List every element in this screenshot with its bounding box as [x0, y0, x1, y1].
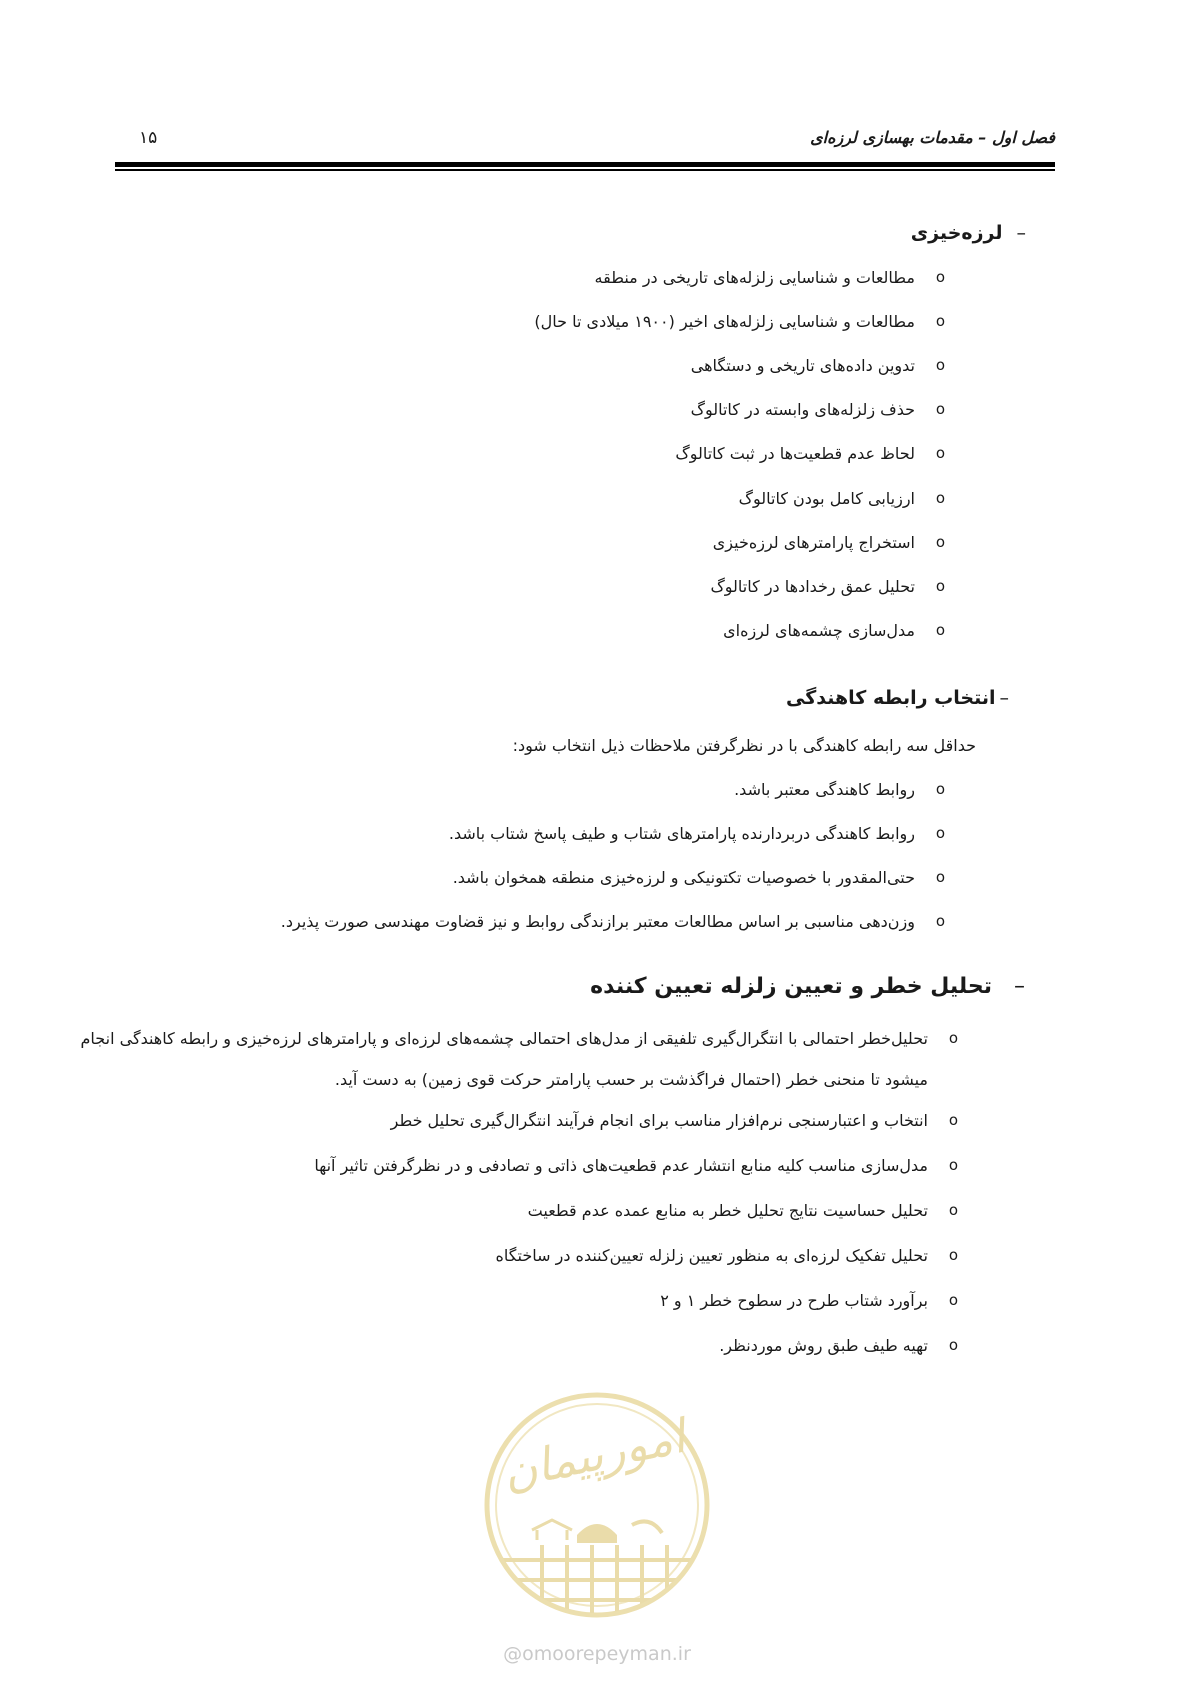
- bullet-icon: o: [935, 400, 945, 418]
- list-item-text: ارزیابی کامل بودن کاتالوگ: [738, 489, 915, 508]
- watermark: [482, 1385, 712, 1675]
- list-item-text: تحلیل‌خطر احتمالی با انتگرال‌گیری تلفیقی از مدل‌های احتمالی چشمه‌های لرزه‌ای و پارامترهای لرزه‌خیزی و رابطه کاهندگی انجام میشود تا منحنی خطر (احتمال فراگذشت بر حسب پارامتر حرکت قوی زمین) به دست آید.: [80, 1029, 928, 1089]
- list-item-text: استخراج پارامترهای لرزه‌خیزی: [712, 533, 915, 552]
- bullet-icon: o: [948, 1246, 958, 1264]
- running-header: [115, 128, 1055, 158]
- list-item-text: وزن‌دهی مناسبی بر اساس مطالعات معتبر برازندگی روابط و نیز قضاوت مهندسی صورت پذیرد.: [280, 912, 915, 931]
- bullet-icon: o: [948, 1156, 958, 1174]
- bullet-icon: o: [948, 1291, 958, 1309]
- bullet-icon: o: [948, 1336, 958, 1354]
- list-item: [738, 489, 945, 508]
- bullet-icon: o: [935, 268, 945, 286]
- heading-text: انتخاب رابطه کاهندگی: [785, 687, 996, 709]
- list-item-text: تحلیل حساسیت نتایج تحلیل خطر به منابع عمده عدم قطعیت: [527, 1201, 928, 1220]
- watermark-logo-lettering: امورپیمان: [497, 1408, 690, 1500]
- bullet-icon: o: [935, 577, 945, 595]
- list-item: [690, 400, 945, 419]
- bullet-icon: o: [935, 780, 945, 798]
- list-item: [594, 268, 945, 287]
- list-item-text: مدل‌سازی مناسب کلیه منابع انتشار عدم قطعیت‌های ذاتی و تصادفی و در نظرگرفتن تاثیر آنها: [314, 1156, 928, 1175]
- list-item: [675, 444, 945, 463]
- bullet-icon: o: [935, 868, 945, 886]
- heading-dash: –: [1014, 974, 1025, 999]
- list-item: [690, 356, 945, 375]
- bullet-icon: o: [935, 312, 945, 330]
- section-heading-attenuation: [786, 687, 1009, 709]
- header-rule-thick: [115, 162, 1055, 167]
- watermark-url: @omoorepeyman.ir: [503, 1643, 691, 1665]
- list-item-text: حتی‌المقدور با خصوصیات تکتونیکی و لرزه‌خیزی منطقه همخوان باشد.: [452, 868, 915, 887]
- list-item: [534, 312, 945, 331]
- list-item: [452, 868, 945, 887]
- list-item-text: انتخاب و اعتبارسنجی نرم‌افزار مناسب برای انجام فرآیند انتگرال‌گیری تحلیل خطر: [390, 1111, 928, 1130]
- list-item-text: حذف زلزله‌های وابسته در کاتالوگ: [690, 400, 915, 419]
- bullet-icon: o: [948, 1201, 958, 1219]
- bullet-icon: o: [935, 489, 945, 507]
- list-item: [719, 1336, 958, 1355]
- list-item-text: روابط کاهندگی دربردارنده پارامترهای شتاب و طیف پاسخ شتاب باشد.: [448, 824, 915, 843]
- list-item-text: تحلیل تفکیک لرزه‌ای به منظور تعیین زلزله تعیین‌کننده در ساختگاه: [495, 1246, 928, 1265]
- list-item-text: مطالعات و شناسایی زلزله‌های تاریخی در منطقه: [594, 268, 915, 287]
- list-item: [448, 824, 945, 843]
- heading-dash: –: [1016, 222, 1026, 244]
- list-item: [660, 1291, 958, 1310]
- list-item: [527, 1201, 958, 1220]
- header-rule-thin: [115, 169, 1055, 171]
- page-number: ۱۵: [139, 128, 158, 148]
- list-item-text: تحلیل عمق رخدادها در کاتالوگ: [710, 577, 915, 596]
- list-item: [280, 912, 945, 931]
- list-item-text: تهیه طیف طبق روش موردنظر.: [719, 1336, 928, 1355]
- bullet-icon: o: [948, 1029, 958, 1047]
- heading-text: تحلیل خطر و تعیین زلزله تعیین کننده: [590, 974, 992, 999]
- bullet-icon: o: [935, 444, 945, 462]
- bullet-icon: o: [935, 824, 945, 842]
- heading-dash: –: [999, 687, 1009, 709]
- list-item: [710, 577, 945, 596]
- heading-text: لرزه‌خیزی: [910, 222, 1003, 244]
- bullet-icon: o: [935, 912, 945, 930]
- bullet-icon: o: [935, 533, 945, 551]
- section-heading-seismicity: [911, 222, 1026, 244]
- list-item-text: برآورد شتاب طرح در سطوح خطر ۱ و ۲: [660, 1291, 928, 1310]
- bullet-icon: o: [935, 356, 945, 374]
- list-item: [495, 1246, 958, 1265]
- attenuation-intro: حداقل سه رابطه کاهندگی با در نظرگرفتن ملاحظات ذیل انتخاب شود:: [512, 736, 976, 755]
- list-item: [712, 533, 945, 552]
- list-item: [734, 780, 945, 799]
- watermark-logo-icon: [482, 1385, 712, 1635]
- list-item-text: تدوین داده‌های تاریخی و دستگاهی: [690, 356, 915, 375]
- list-item-text: مطالعات و شناسایی زلزله‌های اخیر (۱۹۰۰ میلادی تا حال): [534, 312, 915, 331]
- chapter-title: فصل اول – مقدمات بهسازی لرزه‌ای: [810, 128, 1055, 147]
- list-item-text: مدل‌سازی چشمه‌های لرزه‌ای: [723, 621, 915, 640]
- list-item-text: روابط کاهندگی معتبر باشد.: [734, 780, 915, 799]
- list-item: [78, 1019, 958, 1101]
- list-item: [723, 621, 945, 640]
- list-item-text: لحاظ عدم قطعیت‌ها در ثبت کاتالوگ: [675, 444, 915, 463]
- list-item: [390, 1111, 958, 1130]
- section-heading-hazard: [590, 974, 1025, 999]
- list-item: [314, 1156, 958, 1175]
- bullet-icon: o: [948, 1111, 958, 1129]
- bullet-icon: o: [935, 621, 945, 639]
